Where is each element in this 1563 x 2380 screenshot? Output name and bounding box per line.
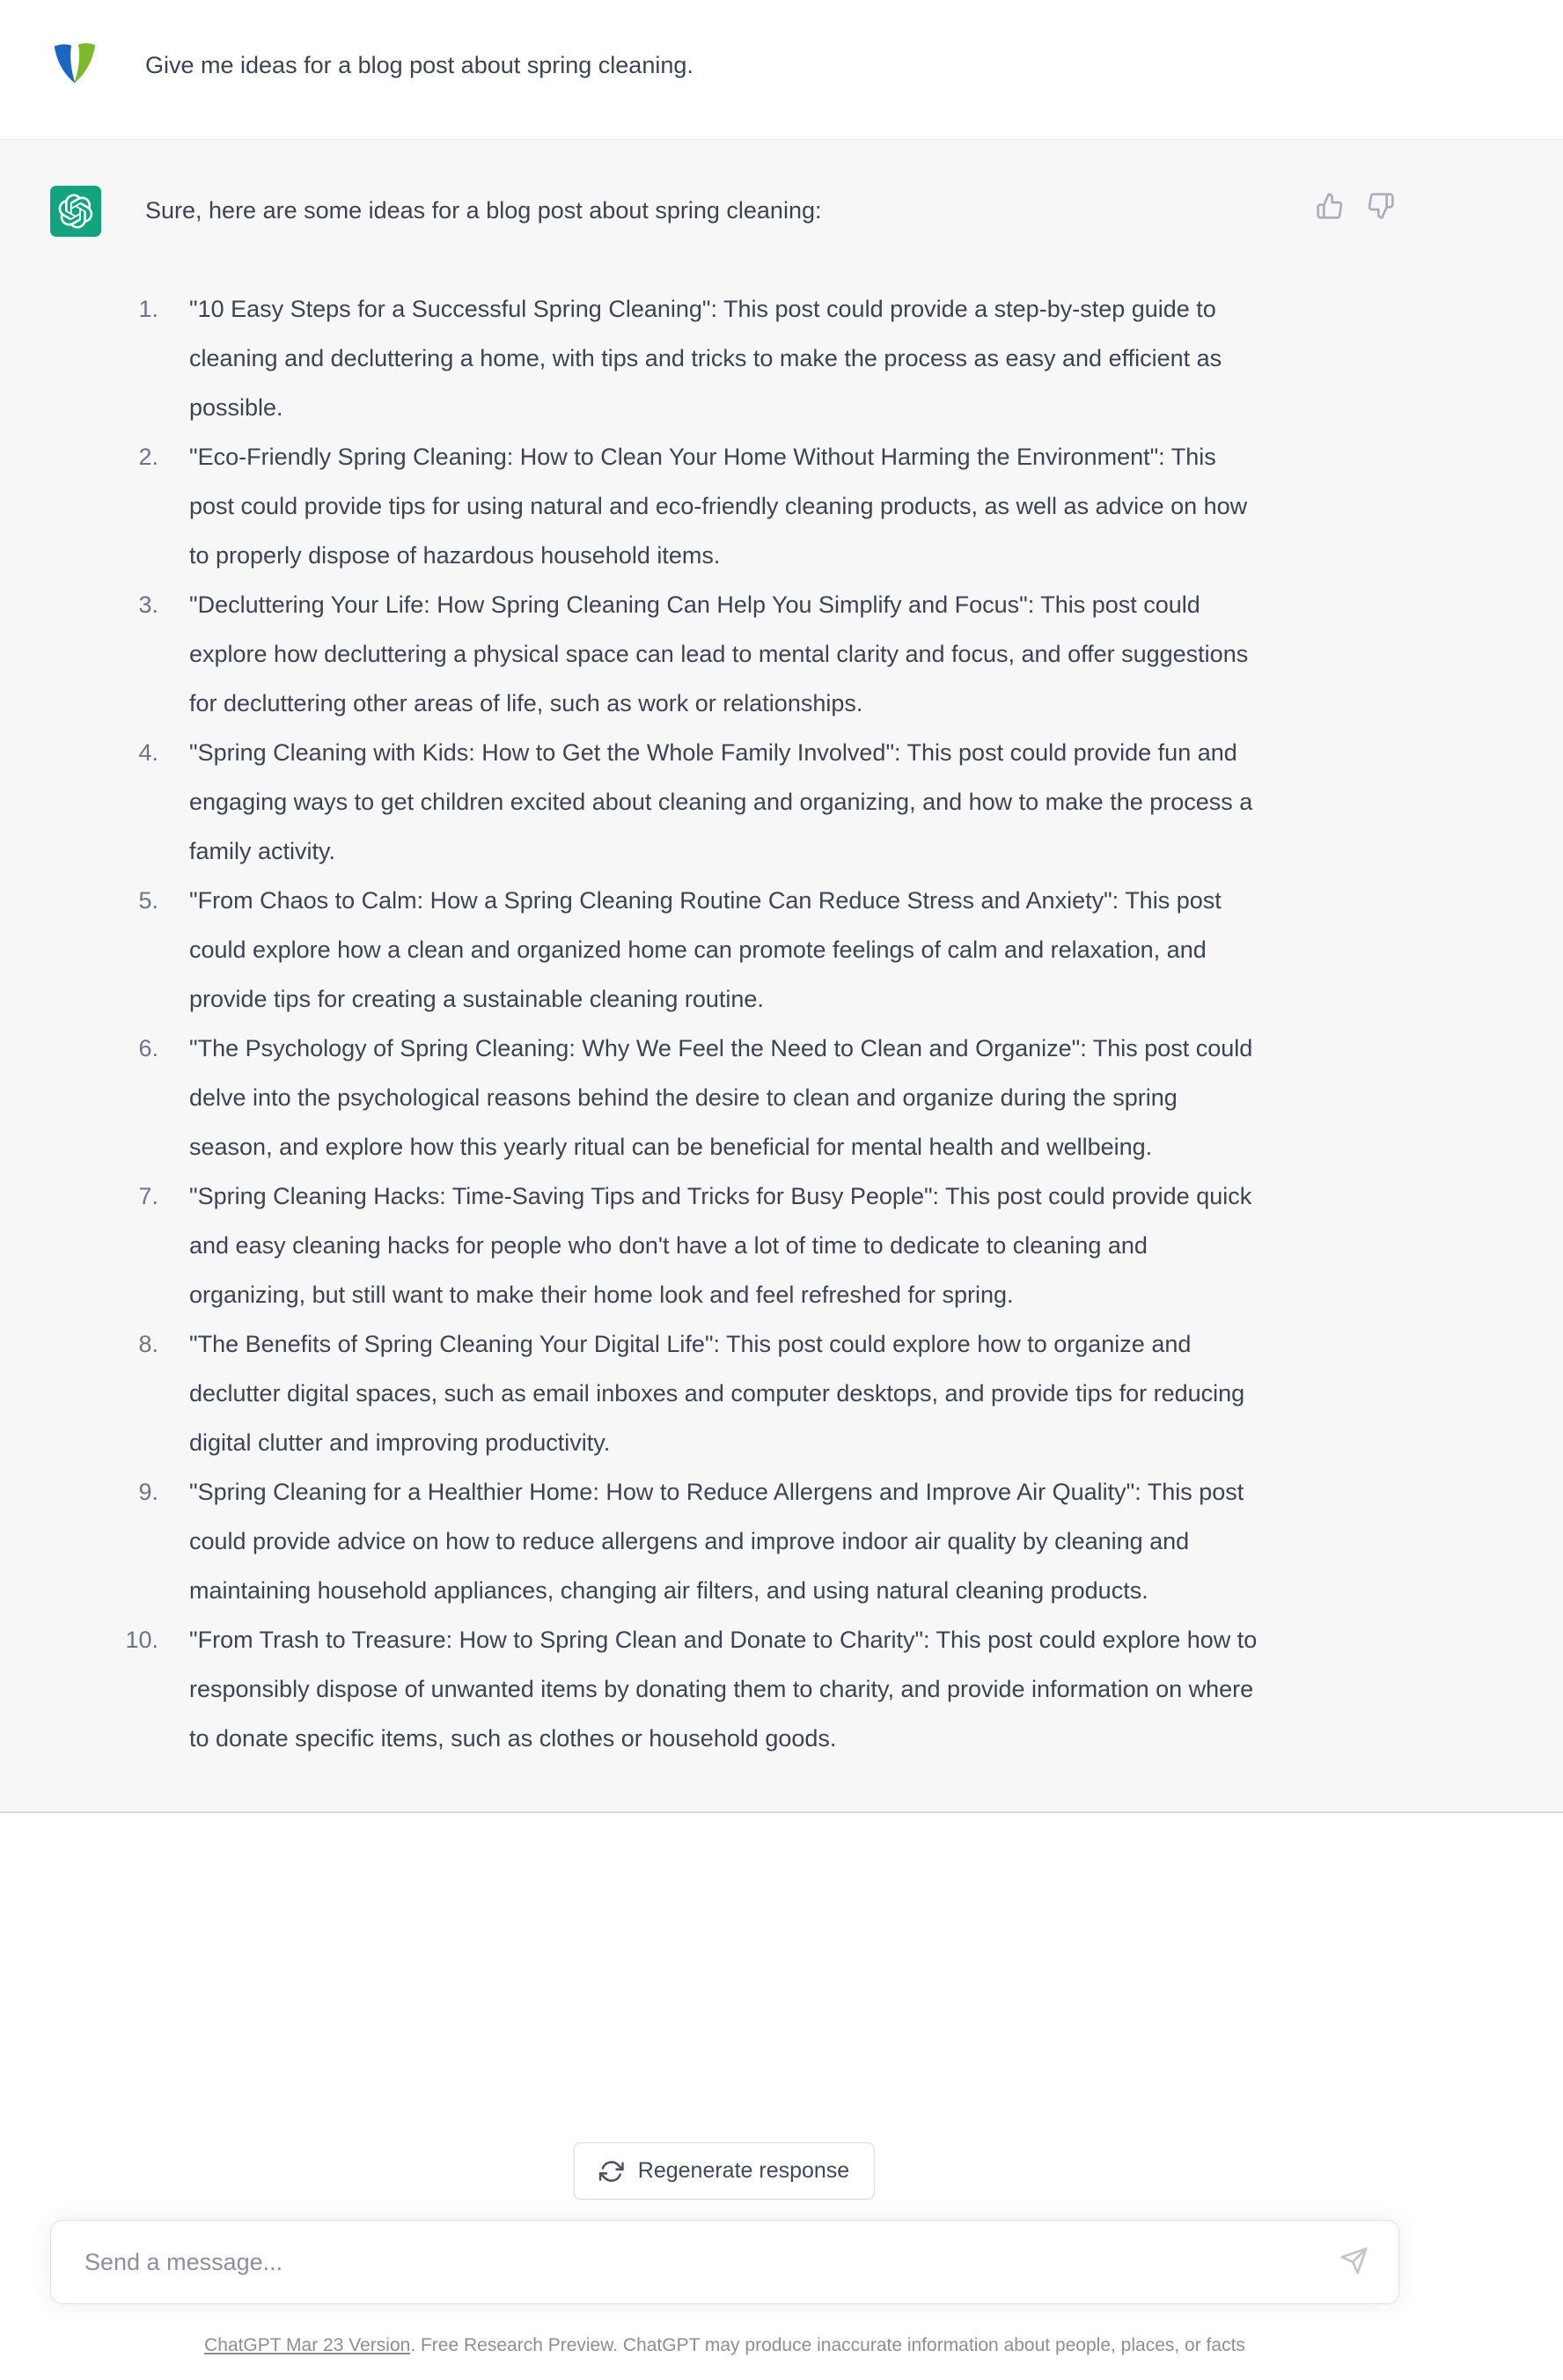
list-item [138,1172,1263,1319]
list-item-text: "From Trash to Treasure: How to Spring Clean and Donate to Charity": This post could explore how to responsibly dispose of unwanted items by donating them to charity, and provide information on where to donate specific items, such as clothes or household goods. [189,1627,1258,1752]
list-item [138,1467,1263,1615]
paper-plane-icon [1339,2246,1369,2275]
footer-disclaimer: . Free Research Preview. ChatGPT may produce inaccurate information about people, places, or facts [410,2335,1245,2355]
list-item [138,728,1263,876]
assistant-intro-text: Sure, here are some ideas for a blog post about spring cleaning: [145,197,822,224]
list-item-text: "The Benefits of Spring Cleaning Your Digital Life": This post could explore how to organize and declutter digital spaces, such as email inboxes and computer desktops, and provide tips for reducing digital clutter and improving productivity. [189,1331,1245,1456]
list-item-text: "Eco-Friendly Spring Cleaning: How to Clean Your Home Without Harming the Environment": This post could provide tips for using natural and eco-friendly cleaning products, as well as advice on how to properly dispose of hazardous household items. [189,444,1248,569]
list-item-number: 10. [125,1627,158,1653]
idea-list [125,284,1307,1763]
regenerate-label: Regenerate response [637,2158,850,2183]
footer [50,2335,1399,2356]
list-item [138,432,1263,580]
user-avatar [48,42,101,88]
refresh-icon [599,2159,624,2184]
list-item [138,1024,1263,1172]
list-item [138,580,1263,728]
bottom-area [0,2046,1563,2380]
list-item-text: "Spring Cleaning for a Healthier Home: How to Reduce Allergens and Improve Air Quality": This post could provide advice on how to reduce allergens and improve indoor air quality by cleaning and maintaining household appliances, changing air filters, and using natural cleaning products. [189,1479,1244,1604]
assistant-message-row [0,139,1563,1813]
list-item-text: "From Chaos to Calm: How a Spring Cleaning Routine Can Reduce Stress and Anxiety": This post could explore how a clean and organized home can promote feelings of calm and relaxation, and provide tips for creating a sustainable cleaning routine. [189,887,1222,1012]
list-item-number: 5. [138,887,158,914]
assistant-avatar [50,186,101,237]
list-item-text: "The Psychology of Spring Cleaning: Why We Feel the Need to Clean and Organize": This post could delve into the psychological reasons behind the desire to clean and organize during the spring season, and explore how this yearly ritual can be beneficial for mental health and wellbeing. [189,1035,1253,1160]
list-item-text: "Spring Cleaning Hacks: Time-Saving Tips and Tricks for Busy People": This post could provide quick and easy cleaning hacks for people who don't have a lot of time to dedicate to cleaning and organizing, but still want to make their home look and feel refreshed for spring. [189,1183,1252,1308]
list-item-number: 2. [138,444,158,470]
list-item-number: 1. [138,296,158,322]
message-composer [50,2220,1399,2304]
list-item-text: "10 Easy Steps for a Successful Spring Cleaning": This post could provide a step-by-step guide to cleaning and decluttering a home, with tips and tricks to make the process as easy and efficient as possible. [189,296,1222,421]
list-item-text: "Decluttering Your Life: How Spring Cleaning Can Help You Simplify and Focus": This post could explore how decluttering a physical space can lead to mental clarity and focus, and offer suggestions for decluttering other areas of life, such as work or relationships. [189,591,1249,716]
thumbs-up-button[interactable] [1316,192,1344,220]
list-item [138,284,1263,432]
thumbs-down-icon [1367,192,1395,220]
list-item [125,1615,1263,1763]
openai-logo-icon [58,194,93,229]
list-item-number: 9. [138,1479,158,1505]
list-item [138,1319,1263,1467]
list-item-text: "Spring Cleaning with Kids: How to Get the Whole Family Involved": This post could provide fun and engaging ways to get children excited about cleaning and organizing, and how to make the process a family activity. [189,739,1253,864]
thumbs-up-icon [1316,192,1344,220]
list-item-number: 7. [138,1183,158,1209]
send-button[interactable] [1334,2241,1374,2283]
user-message-row [0,0,1563,139]
thumbs-down-button[interactable] [1367,192,1395,220]
list-item-number: 8. [138,1331,158,1357]
list-item [138,876,1263,1024]
regenerate-response-button[interactable] [574,2142,875,2200]
list-item-number: 3. [138,591,158,618]
version-link[interactable]: ChatGPT Mar 23 Version [204,2335,411,2355]
brand-leaf-logo-icon [48,42,101,86]
list-item-number: 6. [138,1035,158,1061]
message-input[interactable] [83,2248,1334,2277]
message-actions [1316,186,1395,220]
list-item-number: 4. [138,739,158,766]
user-message-text: Give me ideas for a blog post about spring cleaning. [145,52,693,78]
